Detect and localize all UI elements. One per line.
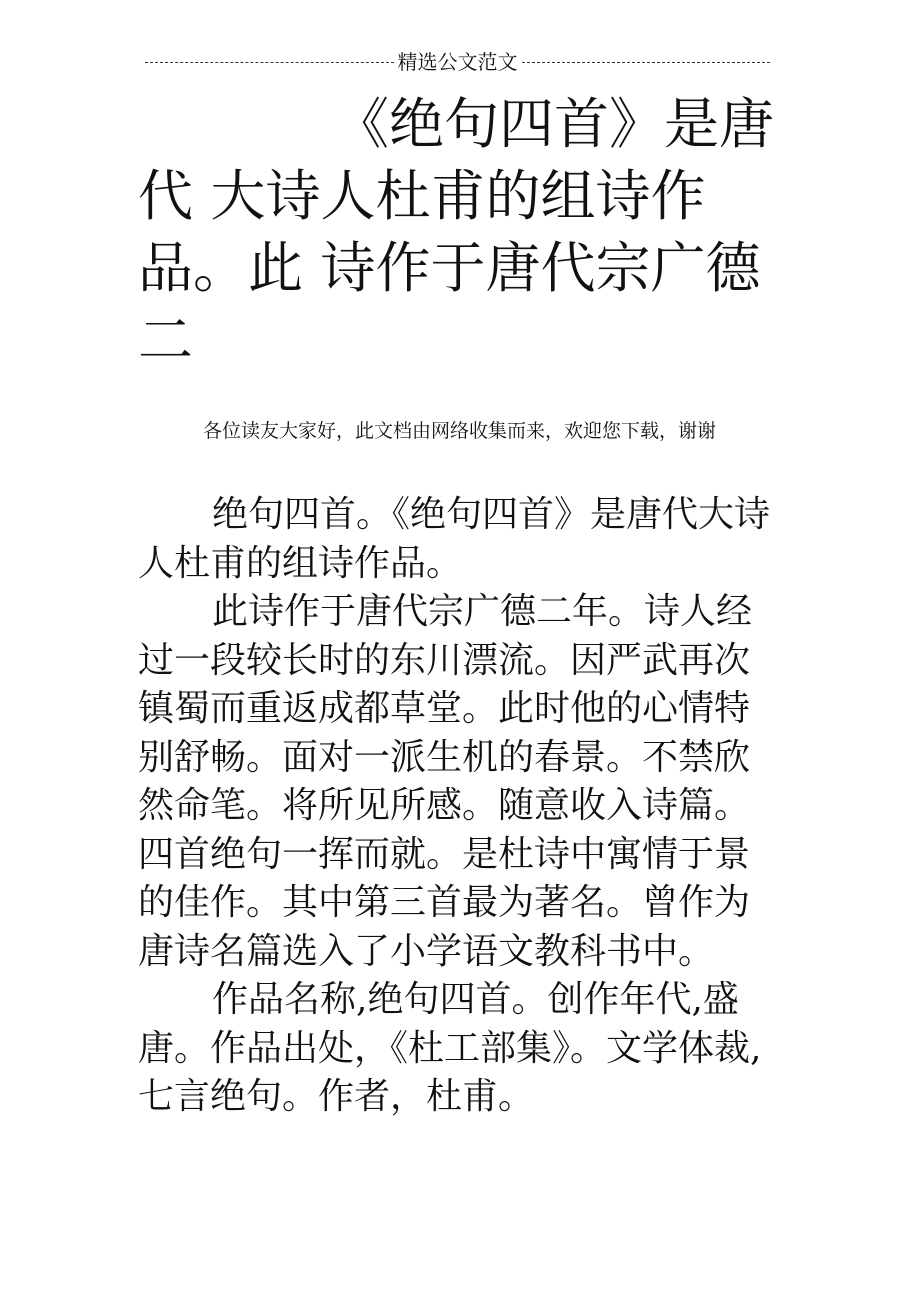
header-dash-left [145,62,394,63]
paragraph-info: 作品名称,绝句四首。创作年代,盛唐。作品出处，《杜工部集》。文学体裁, 七言绝句。作者，杜甫。 [138,979,762,1117]
download-notice: 各位读友大家好，此文档由网络收集而来，欢迎您下载，谢谢 [203,420,717,442]
header-dash-right [522,62,771,63]
header-label: 精选公文范文 [397,50,518,74]
page-header [145,48,770,76]
document-title: 《绝句四首》是唐代 大诗人杜甫的组诗作品。此 诗作于唐代宗广德二 [138,92,775,372]
document-body [138,491,778,1122]
paragraph-intro: 绝句四首。《绝句四首》是唐代大诗 人杜甫的组诗作品。 [138,494,771,584]
paragraph-background: 此诗作于唐代宗广德二年。诗人经过一段较长时的东川漂流。因严武再次镇蜀而重返成都草堂。此时他的心情特别舒畅。面对一派生机的春景。不禁欣然命笔。将所见所感。随意收入诗篇。四首绝句一挥而就。是杜诗中寓情于景的佳作。其中第三首最为著名。曾作为唐诗名篇选入了小学语文教科书中。 [138,591,753,972]
